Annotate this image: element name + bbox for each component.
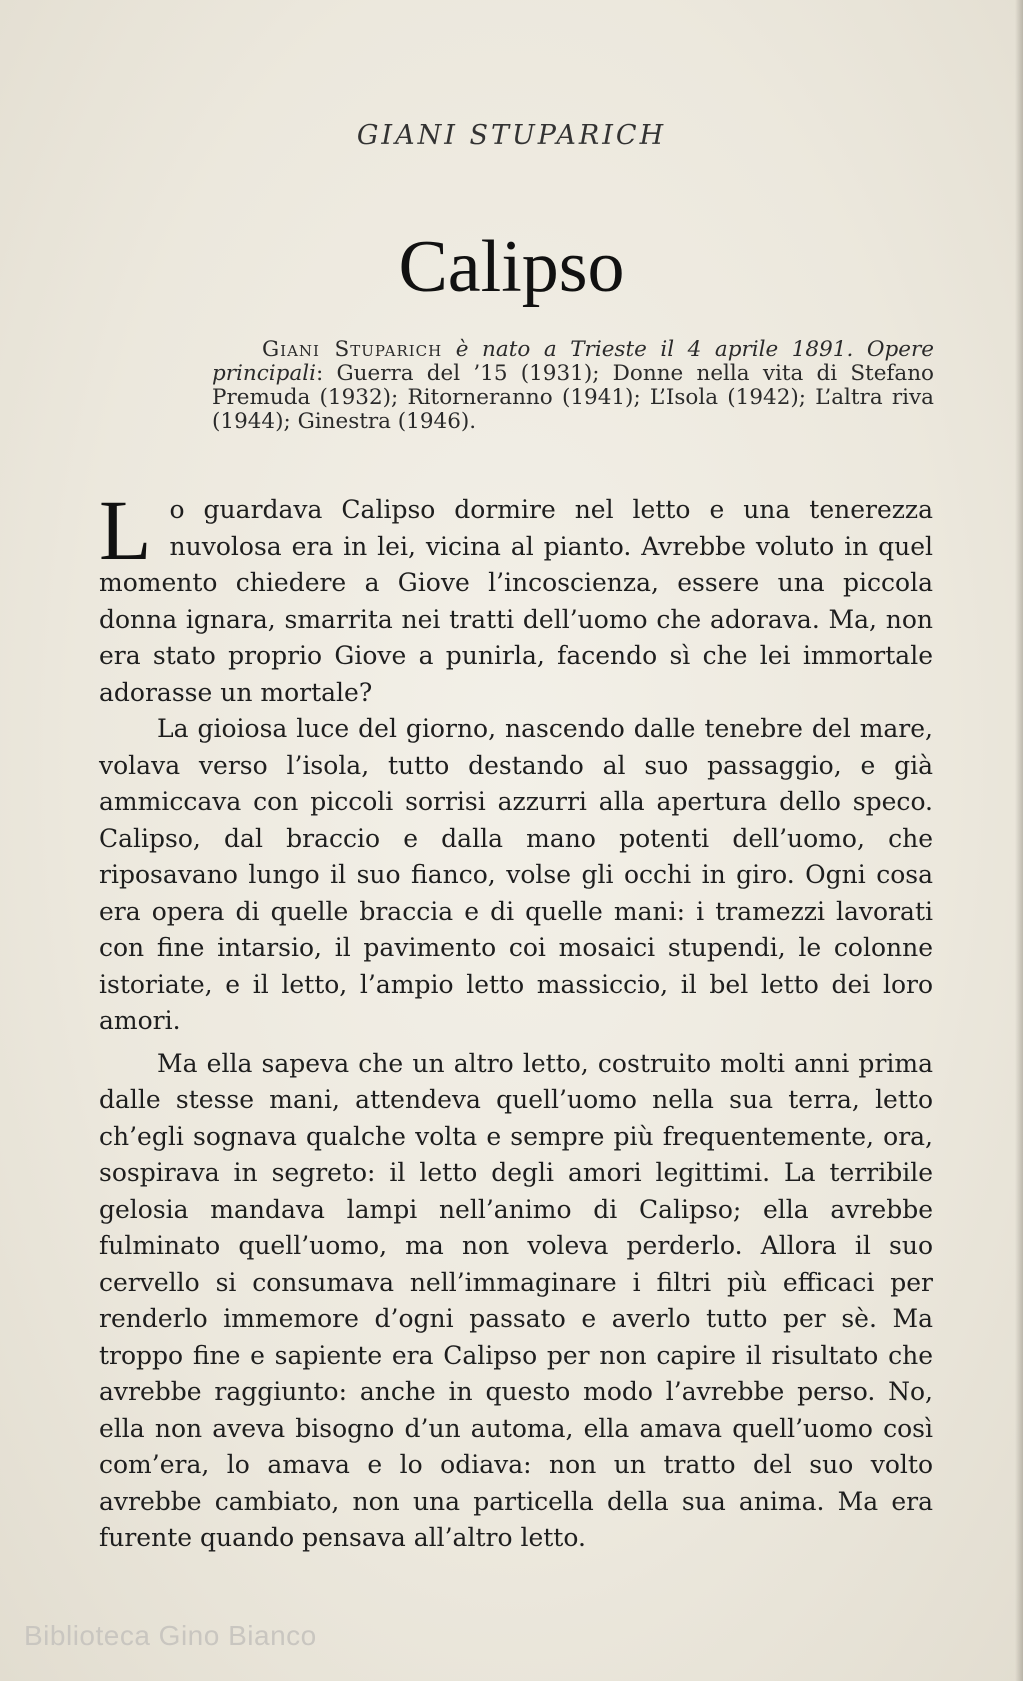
author-bio (212, 338, 934, 434)
paragraph-2: La gioiosa luce del giorno, nascendo dalle tenebre del mare, volava verso l’isola, tutto destando al suo passaggio, e già ammiccava con piccoli sorrisi azzurri alla apertura dello speco. Calipso, dal braccio e dalla mano potenti dell’uomo, che riposavano lungo il suo fianco, volse gli occhi in giro. Ogni cosa era opera di quelle braccia e di quelle mani: i tramezzi lavorati con fine intarsio, il pavimento coi mosaici stupendi, le colonne istoriate, e il letto, l’ampio letto massiccio, il bel letto dei loro amori. (99, 714, 933, 1035)
story-title: Calipso (398, 226, 625, 308)
story-body (99, 482, 933, 1557)
drop-cap: L (99, 482, 152, 578)
paragraph-3: Ma ella sapeva che un altro letto, costruito molti anni prima dalle stesse mani, attendeva quell’uomo nella sua terra, letto ch’egli sognava qualche volta e sempre più frequentemente, ora, sospirava in segreto: il letto degli amori legittimi. La terribile gelosia mandava lampi nell’animo di Calipso; ella avrebbe fulminato quell’uomo, ma non voleva perderlo. Allora il suo cervello si consumava nell’immaginare i filtri più efficaci per renderlo immemore d’ogni passato e averlo tutto per sè. Ma troppo fine e sapiente era Calipso per non capire il risultato che avrebbe raggiunto: anche in questo modo l’avrebbe perso. No, ella non aveva bisogno d’un automa, ella amava quell’uomo così com’era, lo amava e lo odiava: non un tratto del suo volto avrebbe cambiato, non una particella della sua anima. Ma era furente quando pensava all’altro letto. (99, 1048, 933, 1552)
bio-works: : Guerra del ’15 (1931); Donne nella vita di Stefano Premuda (1932); Ritorneranno (1941); L’Isola (1942); L’altra riva (1944); Ginestra (1946). (212, 361, 934, 434)
author-header: GIANI STUPARICH (356, 120, 667, 151)
library-watermark: Biblioteca Gino Bianco (24, 1620, 317, 1651)
bio-works-label: Opere principali (212, 337, 934, 386)
paragraph-1-text: o guardava Calipso dormire nel letto e una tenerezza nuvolosa era in lei, vicina al pianto. Avrebbe voluto in quel momento chiedere a Giove l’incoscienza, essere una piccola donna ignara, smarrita nei tratti dell’uomo che adorava. Ma, non era stato proprio Giove a punirla, facendo sì che lei immortale adorasse un mortale? (99, 495, 933, 707)
paragraph-1 (99, 482, 933, 711)
bio-author-name: Giani Stuparich (262, 337, 443, 362)
bio-born: è nato a Trieste il 4 aprile 1891. (455, 337, 854, 362)
